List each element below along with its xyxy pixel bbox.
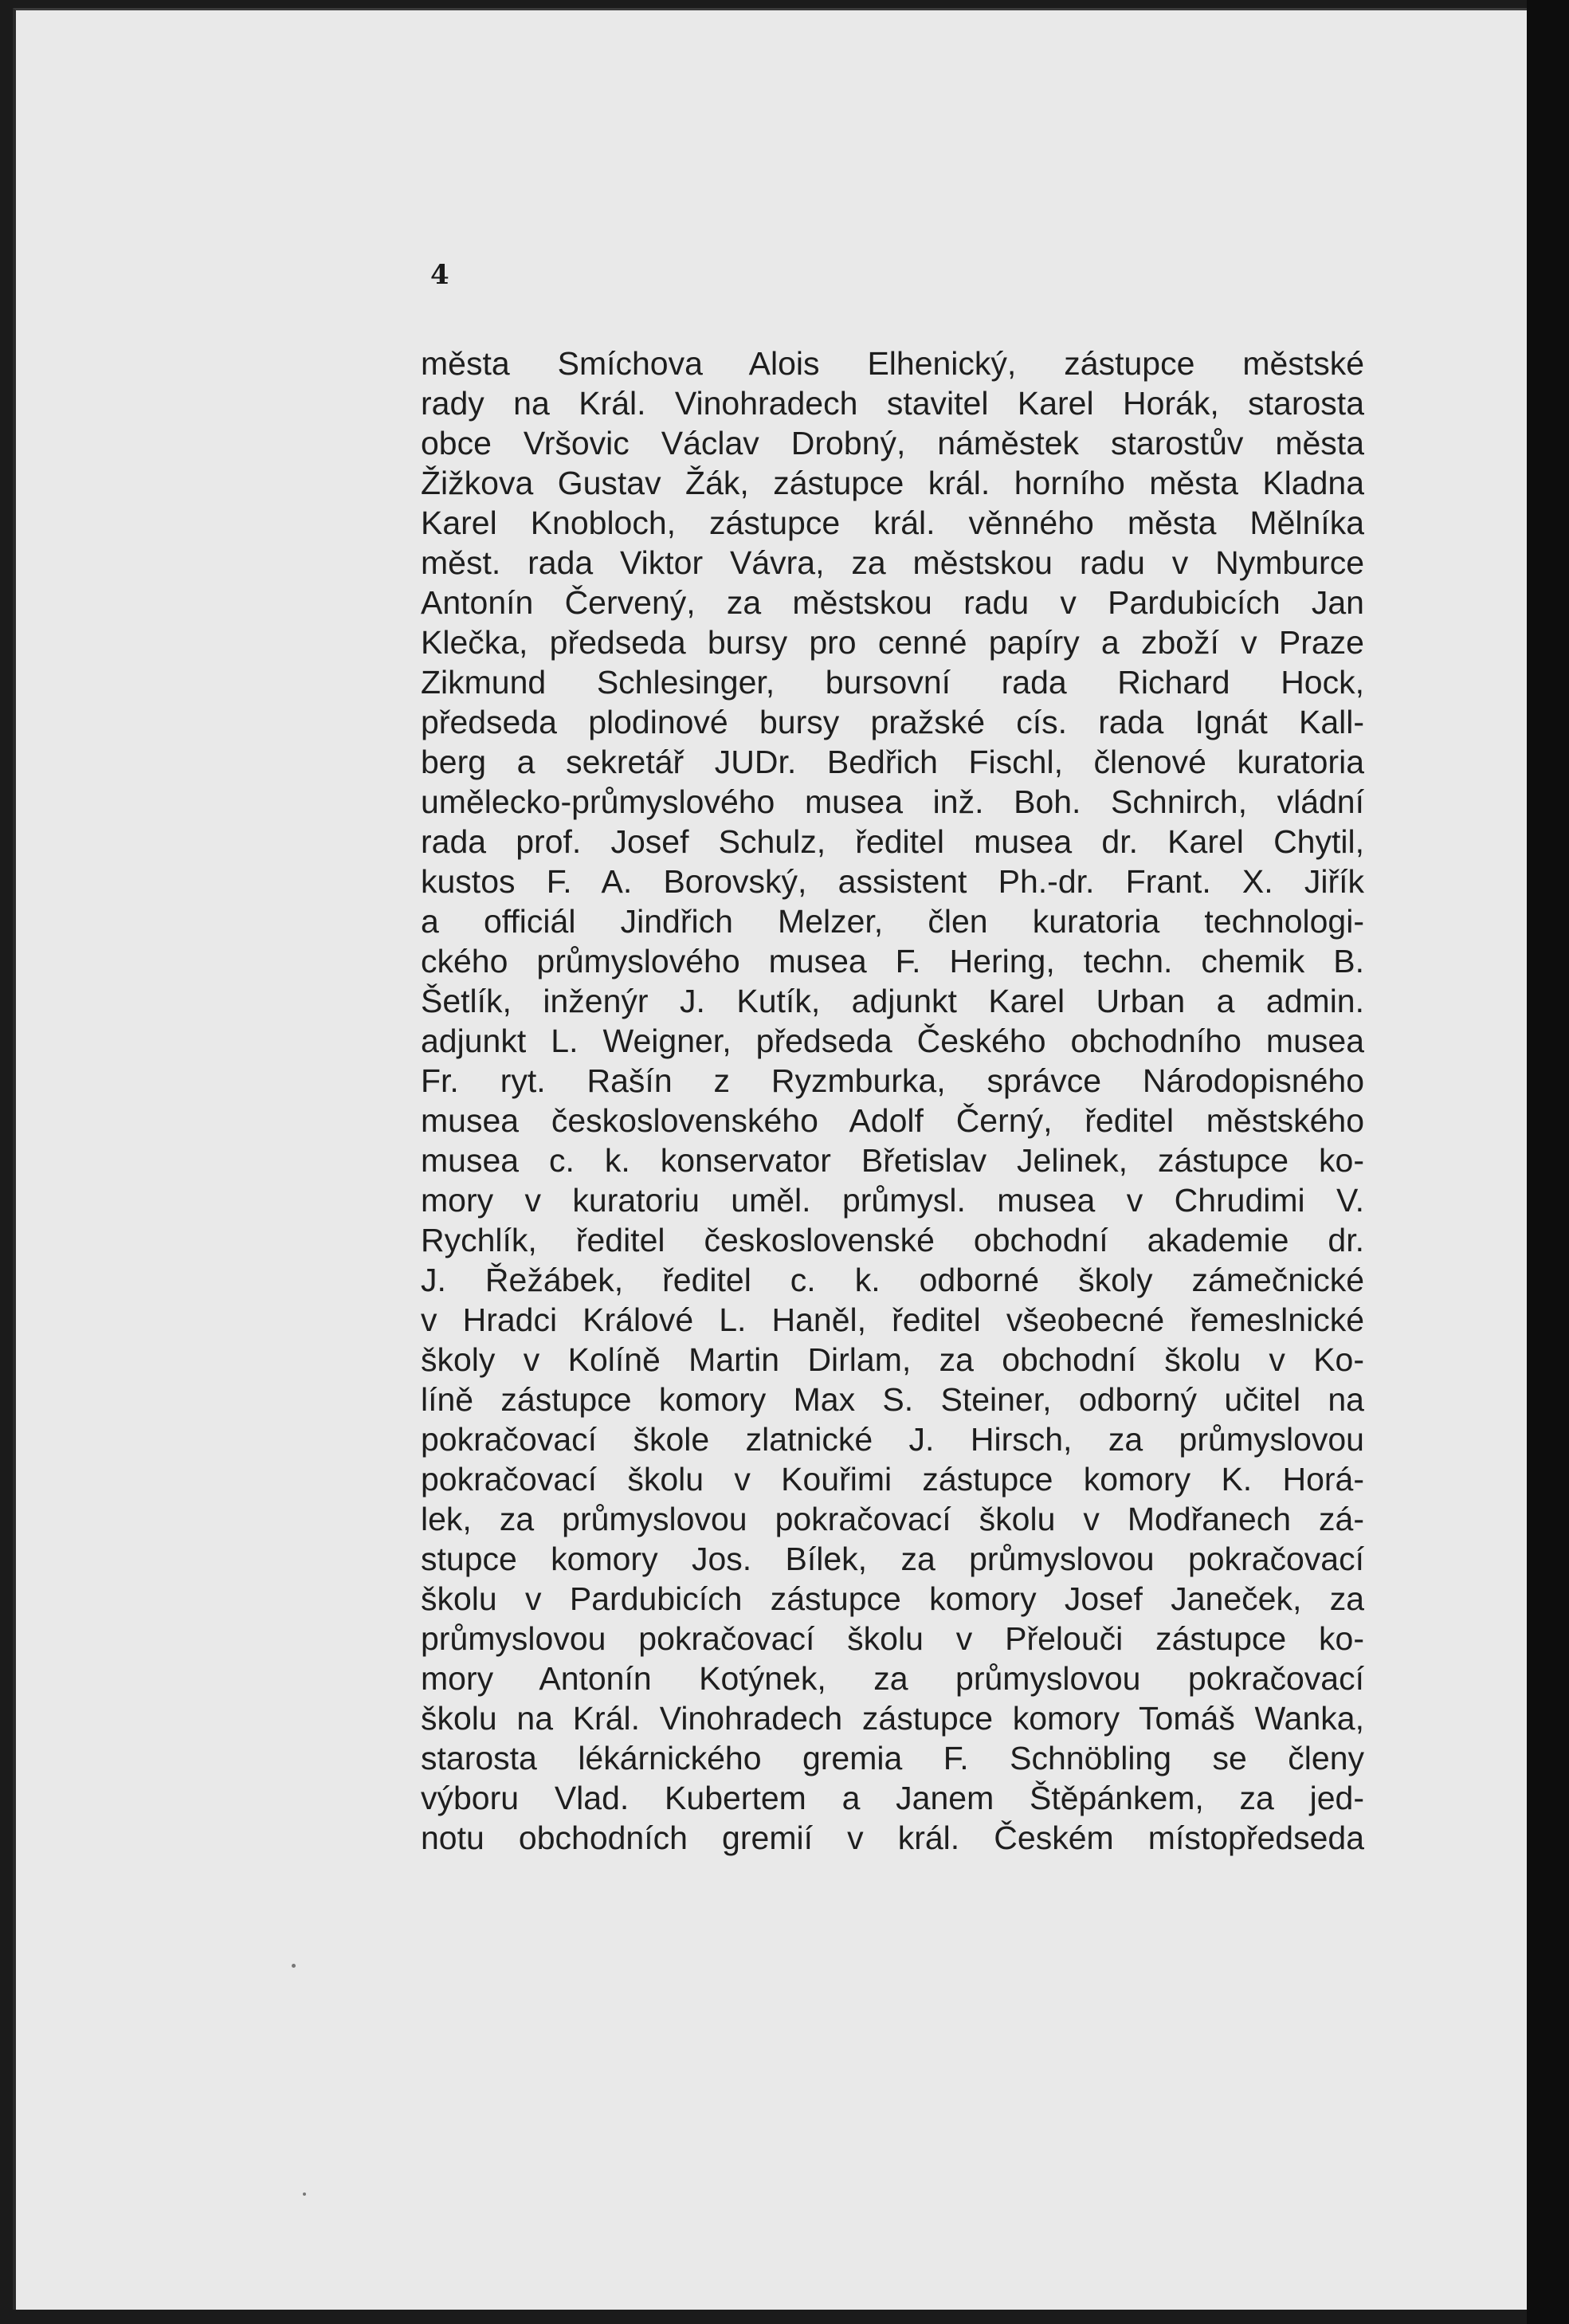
text-line: Šetlík, inženýr J. Kutík, adjunkt Karel Urban a admin. [421,983,1364,1019]
body-text [421,343,1364,1858]
text-line: pokračovací školu v Kouřimi zástupce komory K. Horá- [421,1461,1364,1498]
text-line: musea československého Adolf Černý, ředitel městského [421,1102,1364,1139]
text-line: předseda plodinové bursy pražské cís. rada Ignát Kall- [421,704,1364,740]
dust-speck [292,1964,296,1968]
text-line: ckého průmyslového musea F. Hering, techn. chemik B. [421,943,1364,979]
text-line: Klečka, předseda bursy pro cenné papíry a zboží v Praze [421,624,1364,661]
text-line: rady na Král. Vinohradech stavitel Karel Horák, starosta [421,385,1364,422]
text-line: mory Antonín Kotýnek, za průmyslovou pokračovací [421,1660,1364,1697]
text-line: notu obchodních gremií v král. Českém místopředseda [421,1820,1364,1856]
text-line: Rychlík, ředitel československé obchodní akademie dr. [421,1222,1364,1258]
text-line: musea c. k. konservator Břetislav Jelinek, zástupce ko- [421,1142,1364,1179]
page-number: 4 [430,259,449,291]
text-line: Antonín Červený, za městskou radu v Pardubicích Jan [421,584,1364,621]
text-line: školy v Kolíně Martin Dirlam, za obchodní školu v Ko- [421,1341,1364,1378]
text-line: stupce komory Jos. Bílek, za průmyslovou pokračovací [421,1541,1364,1577]
text-line: umělecko-průmyslového musea inž. Boh. Schnirch, vládní [421,783,1364,820]
scan-edge-shadow [1527,0,1569,2324]
text-line: Fr. ryt. Rašín z Ryzmburka, správce Národopisného [421,1062,1364,1099]
text-line: lek, za průmyslovou pokračovací školu v Modřanech zá- [421,1501,1364,1537]
text-line: Žižkova Gustav Žák, zástupce král. horního města Kladna [421,465,1364,501]
text-line: starosta lékárnického gremia F. Schnöbling se členy [421,1740,1364,1776]
text-line: měst. rada Viktor Vávra, za městskou radu v Nymburce [421,544,1364,581]
document-page [13,8,1530,2310]
text-line: obce Vršovic Václav Drobný, náměstek starostův města [421,425,1364,461]
dust-speck [303,2192,306,2196]
text-line: pokračovací škole zlatnické J. Hirsch, za průmyslovou [421,1421,1364,1458]
text-line: Zikmund Schlesinger, bursovní rada Richard Hock, [421,664,1364,701]
text-line: líně zástupce komory Max S. Steiner, odborný učitel na [421,1381,1364,1418]
text-line: berg a sekretář JUDr. Bedřich Fischl, členové kuratoria [421,744,1364,780]
text-line: kustos F. A. Borovský, assistent Ph.-dr. Frant. X. Jiřík [421,863,1364,900]
text-line: J. Řežábek, ředitel c. k. odborné školy zámečnické [421,1262,1364,1298]
text-line: školu na Král. Vinohradech zástupce komory Tomáš Wanka, [421,1700,1364,1737]
text-line: Karel Knobloch, zástupce král. věnného města Mělníka [421,504,1364,541]
text-line: v Hradci Králové L. Haněl, ředitel všeobecné řemeslnické [421,1301,1364,1338]
text-line: výboru Vlad. Kubertem a Janem Štěpánkem, za jed- [421,1780,1364,1816]
text-line: adjunkt L. Weigner, předseda Českého obchodního musea [421,1023,1364,1059]
text-line: a officiál Jindřich Melzer, člen kuratoria technologi- [421,903,1364,940]
text-line: průmyslovou pokračovací školu v Přelouči zástupce ko- [421,1620,1364,1657]
text-line: školu v Pardubicích zástupce komory Josef Janeček, za [421,1580,1364,1617]
text-line: rada prof. Josef Schulz, ředitel musea dr. Karel Chytil, [421,823,1364,860]
text-line: města Smíchova Alois Elhenický, zástupce městské [421,345,1364,382]
text-line: mory v kuratoriu uměl. průmysl. musea v Chrudimi V. [421,1182,1364,1219]
